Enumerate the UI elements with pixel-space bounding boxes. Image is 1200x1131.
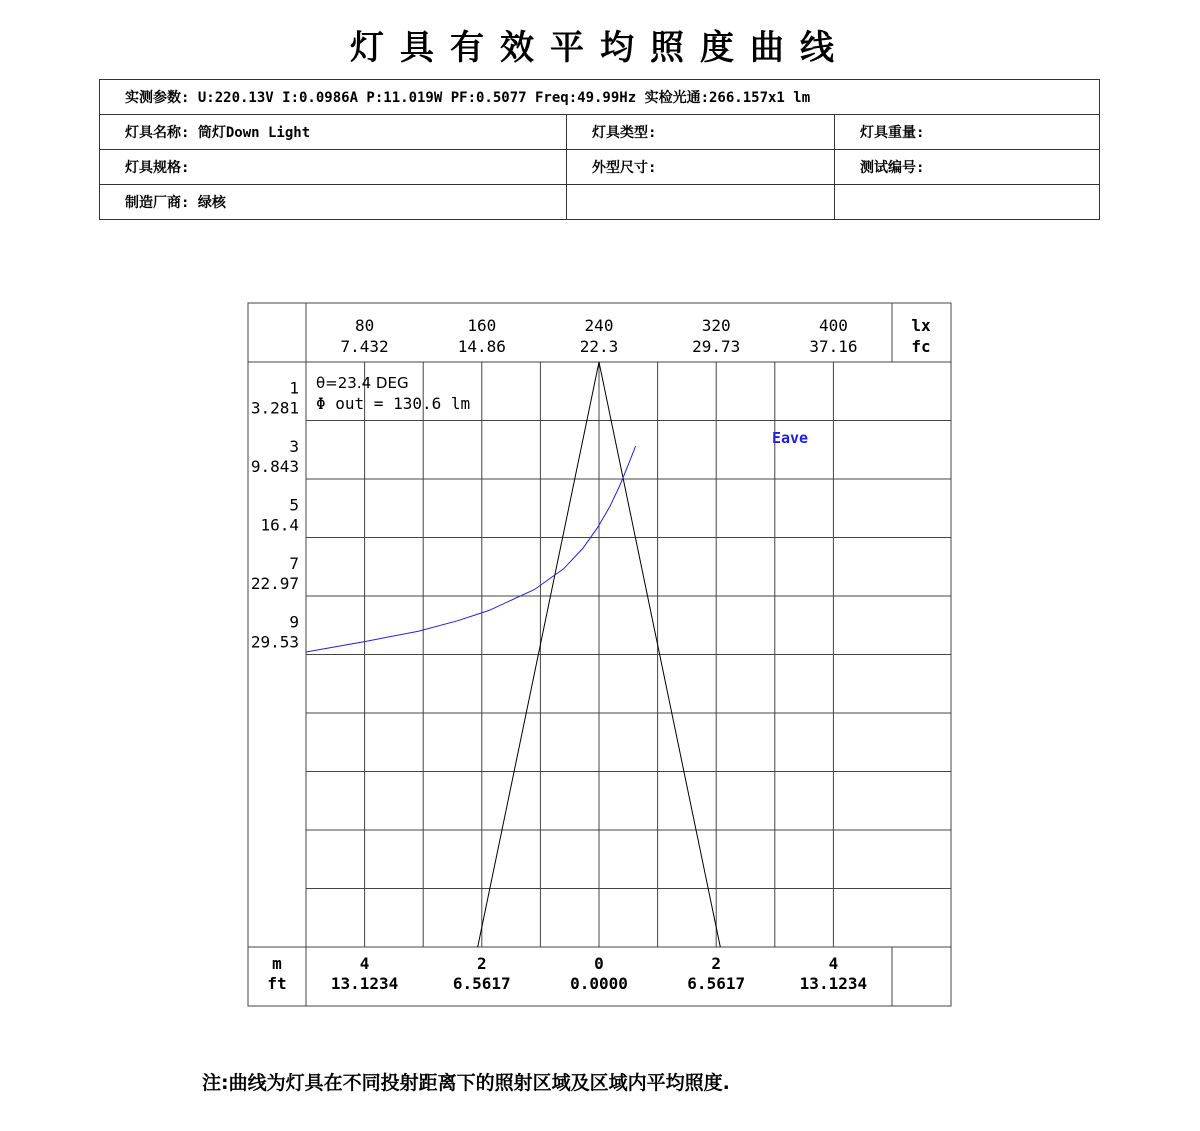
bottom-tick-m: 4 [828,954,839,973]
left-tick-m: 7 [289,553,299,573]
left-tick-ft: 16.4 [260,515,299,535]
left-tick-ft: 22.97 [250,573,299,593]
top-tick-fc: 37.16 [809,337,858,356]
left-tick-ft: 3.281 [250,398,299,418]
theta-annotation: θ=23.4 DEG [316,374,409,392]
footnote: 注:曲线为灯具在不同投射距离下的照射区域及区域内平均照度. [202,1072,730,1094]
top-tick-lx: 400 [818,316,848,335]
bottom-tick-m: 2 [711,954,722,973]
page-title: 灯具有效平均照度曲线 [350,28,850,68]
bottom-unit-ft: ft [267,974,287,993]
bottom-tick-ft: 6.5617 [452,974,511,993]
bottom-tick-ft: 0.0000 [570,974,628,993]
measured-params: 实测参数: U:220.13V I:0.0986A P:11.019W PF:0.5077 Freq:49.99Hz 实检光通:266.157x1 lm [100,80,1100,115]
top-tick-lx: 320 [701,316,731,335]
bottom-tick-m: 4 [359,954,370,973]
bottom-tick-ft: 13.1234 [799,974,868,993]
test-number: 测试编号: [835,150,1100,185]
bottom-tick-m: 0 [594,954,604,973]
top-tick-lx: 80 [354,316,375,335]
top-tick-fc: 22.3 [579,337,619,356]
left-tick-ft: 29.53 [250,632,299,652]
bottom-tick-ft: 13.1234 [330,974,399,993]
top-tick-fc: 7.432 [340,337,389,356]
lamp-spec: 灯具规格: [100,150,567,185]
left-tick-m: 3 [289,436,299,456]
phi-annotation: Φ out = 130.6 lm [316,394,471,413]
left-tick-m: 9 [289,612,299,632]
lamp-size: 外型尺寸: [567,150,835,185]
top-tick-lx: 240 [584,316,614,335]
left-tick-m: 1 [289,378,299,398]
lamp-type: 灯具类型: [567,115,835,150]
bottom-tick-ft: 6.5617 [687,974,746,993]
left-tick-ft: 9.843 [250,456,299,476]
top-tick-fc: 14.86 [457,337,506,356]
bottom-unit-m: m [272,954,282,973]
lamp-name: 灯具名称: 筒灯Down Light [100,115,567,150]
top-tick-lx: 160 [467,316,497,335]
top-unit-fc: fc [911,337,931,356]
lamp-weight: 灯具重量: [835,115,1100,150]
bottom-tick-m: 2 [476,954,487,973]
left-tick-m: 5 [289,495,299,515]
top-unit-lx: lx [911,316,931,335]
top-tick-fc: 29.73 [692,337,741,356]
manufacturer: 制造厂商: 绿核 [100,185,567,220]
eave-label: Eave [771,429,809,447]
eave-curve [306,446,636,652]
